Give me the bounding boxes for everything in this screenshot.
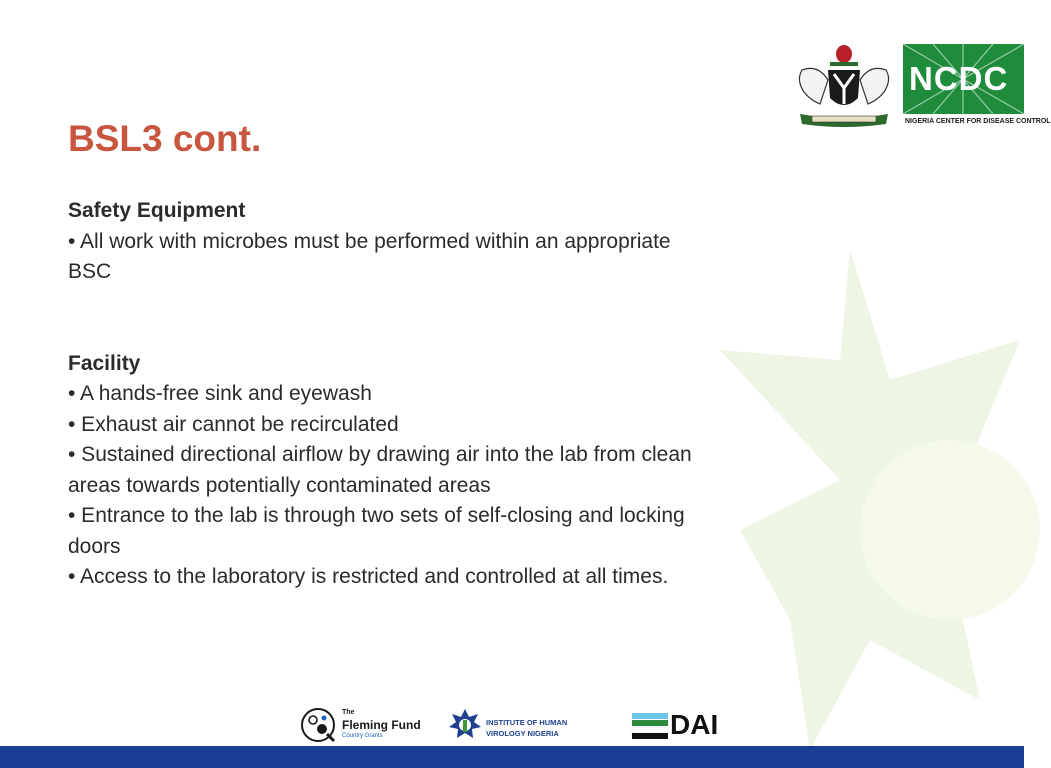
ihvn-line2: VIROLOGY NIGERIA bbox=[486, 729, 559, 738]
fleming-fund-name: Fleming Fund bbox=[342, 718, 421, 732]
section-heading-facility: Facility bbox=[68, 351, 141, 375]
bullet-item: • A hands-free sink and eyewash bbox=[68, 382, 372, 405]
nigeria-coat-of-arms-icon bbox=[790, 40, 898, 130]
ihvn-logo bbox=[448, 706, 588, 742]
ihvn-line1: INSTITUTE OF HUMAN bbox=[486, 718, 568, 727]
fleming-fund-subtitle: Country Grants bbox=[342, 733, 383, 739]
ncdc-logo-word: NCDC bbox=[909, 60, 1009, 97]
ihvn-emblem-icon bbox=[448, 708, 482, 742]
footer-bar bbox=[0, 746, 1024, 768]
bullet-item: • Entrance to the lab is through two sets of self-closing and locking doors bbox=[68, 504, 685, 558]
fleming-fund-the: The bbox=[342, 709, 355, 716]
ncdc-logo bbox=[903, 44, 1051, 131]
dai-logo bbox=[632, 711, 732, 741]
dai-word: DAI bbox=[670, 709, 719, 740]
bullet-item: • All work with microbes must be performed within an appropriate BSC bbox=[68, 229, 671, 283]
microscope-icon bbox=[300, 707, 338, 743]
section-heading-safety-equipment: Safety Equipment bbox=[68, 199, 246, 222]
ncdc-logo-box bbox=[903, 44, 1024, 114]
slide-title: BSL3 cont. bbox=[68, 118, 262, 159]
section-spacer bbox=[68, 288, 708, 349]
bullet-item: • Sustained directional airflow by drawing air into the lab from clean areas towards potentially contaminated areas bbox=[68, 443, 692, 497]
bullet-item: • Access to the laboratory is restricted and controlled at all times. bbox=[68, 565, 669, 588]
background-star-icon bbox=[720, 230, 1040, 750]
dai-flag-icon bbox=[632, 713, 668, 739]
fleming-fund-logo bbox=[300, 707, 430, 743]
slide-body bbox=[68, 196, 708, 593]
ncdc-logo-subtitle: NIGERIA CENTER FOR DISEASE CONTROL bbox=[905, 118, 1051, 125]
bullet-item: • Exhaust air cannot be recirculated bbox=[68, 412, 399, 436]
